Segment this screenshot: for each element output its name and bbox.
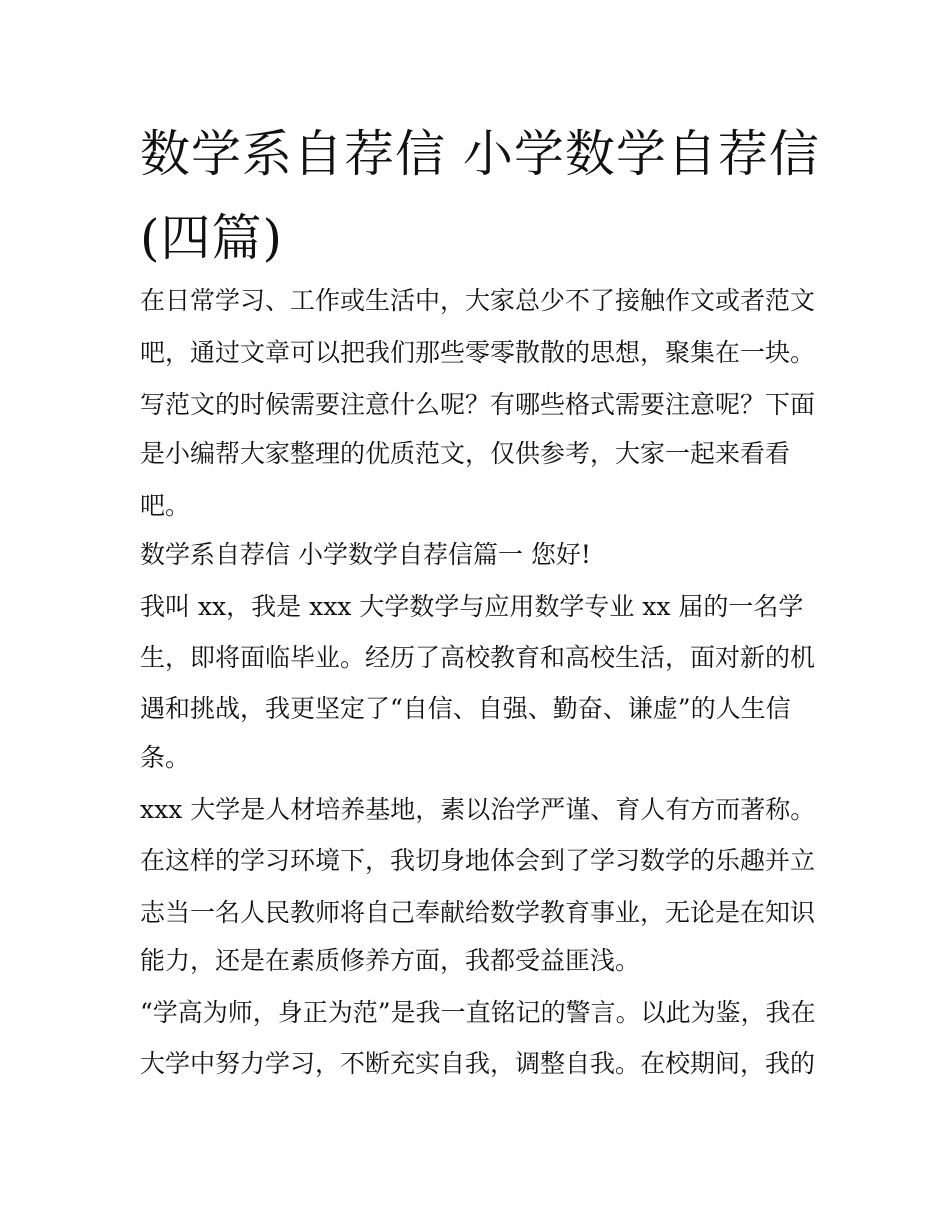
body-line: 大学中努力学习，不断充实自我，调整自我。在校期间，我的 <box>140 1049 816 1078</box>
body-line: 吧，通过文章可以把我们那些零零散散的思想，聚集在一块。 <box>140 338 816 367</box>
body-line: 我叫 xx，我是 xxx 大学数学与应用数学专业 xx 届的一名学 <box>140 592 804 621</box>
title-line-2: (四篇) <box>140 209 284 267</box>
body-line: 志当一名人民教师将自己奉献给数学教育事业，无论是在知识 <box>140 898 816 927</box>
body-line: 在这样的学习环境下，我切身地体会到了学习数学的乐趣并立 <box>140 846 816 875</box>
body-line: 写范文的时候需要注意什么呢？有哪些格式需要注意呢？下面 <box>140 390 816 419</box>
body-line: 是小编帮大家整理的优质范文，仅供参考，大家一起来看看 <box>140 439 791 468</box>
section-heading: 数学系自荐信 小学数学自荐信篇一 您好! <box>140 540 591 569</box>
body-line: 生，即将面临毕业。经历了高校教育和高校生活，面对新的机 <box>140 643 816 672</box>
title-line-1: 数学系自荐信 小学数学自荐信 <box>140 125 820 183</box>
body-line: 遇和挑战，我更坚定了“自信、自强、勤奋、谦虚”的人生信 <box>140 694 791 723</box>
body-line: 在日常学习、工作或生活中，大家总少不了接触作文或者范文 <box>140 286 816 315</box>
body-line: “学高为师，身正为范”是我一直铭记的警言。以此为鉴，我在 <box>140 998 816 1027</box>
document-title <box>140 112 820 280</box>
body-line: 吧。 <box>140 491 191 520</box>
body-line: 能力，还是在素质修养方面，我都受益匪浅。 <box>140 946 641 975</box>
body-line: 条。 <box>140 743 191 772</box>
body-line: xxx 大学是人材培养基地，素以治学严谨、育人有方而著称。 <box>140 795 816 824</box>
